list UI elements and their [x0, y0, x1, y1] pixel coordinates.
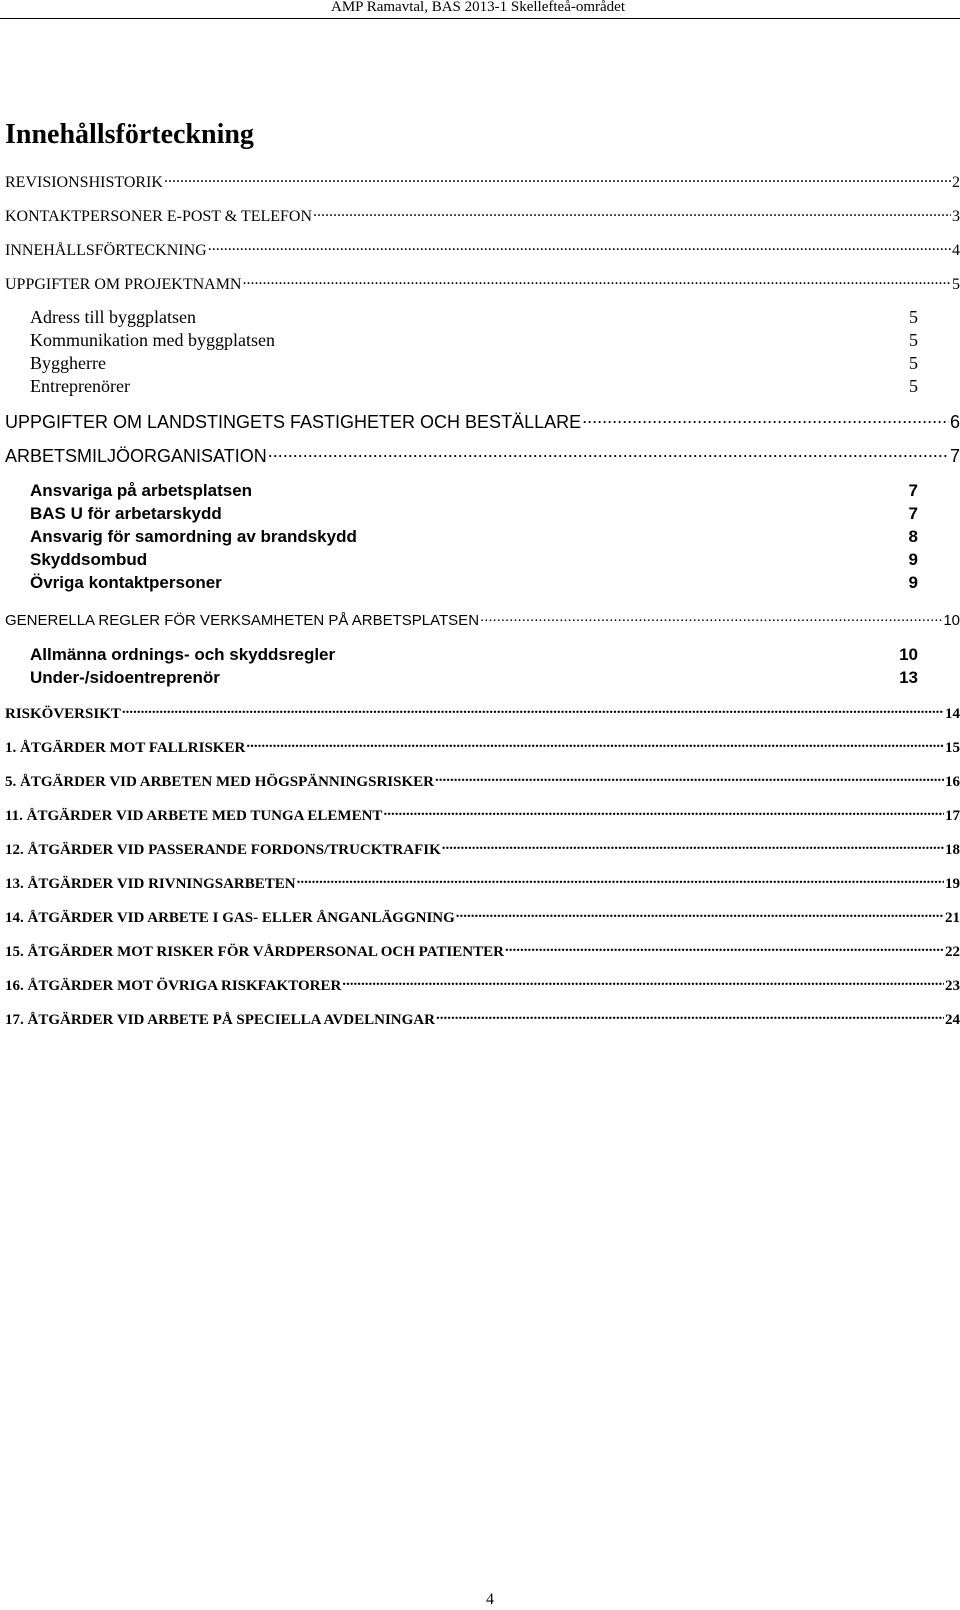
toc-entry-page: 13	[899, 668, 918, 687]
toc-leader	[122, 703, 944, 718]
toc-entry-landstingets-fastigheter[interactable]	[5, 410, 960, 433]
toc-leader	[442, 839, 944, 854]
toc-entry-label: Kommunikation med byggplatsen	[30, 330, 275, 350]
toc-entry-page: 10	[943, 612, 960, 629]
toc-entry-label: 12. ÅTGÄRDER VID PASSERANDE FORDONS/TRUCKTRAFIK	[5, 842, 441, 858]
toc-entry-label: ARBETSMILJÖORGANISATION	[5, 446, 267, 466]
toc-entry-page: 15	[945, 740, 960, 756]
toc-entry-arbetsmiljoorganisation[interactable]	[5, 444, 960, 467]
toc-entry-page: 22	[945, 944, 960, 960]
toc-entry-vardpersonal[interactable]	[5, 941, 960, 961]
toc-subentry-adress[interactable]	[30, 307, 918, 328]
toc-entry-page: 18	[945, 842, 960, 858]
toc-entry-page: 16	[945, 774, 960, 790]
toc-entry-label: Entreprenörer	[30, 376, 130, 396]
toc-subentry-ansvariga[interactable]	[30, 481, 918, 501]
toc-leader	[383, 805, 944, 820]
page-header: AMP Ramavtal, BAS 2013-1 Skellefteå-området	[331, 0, 625, 15]
toc-entry-label: UPPGIFTER OM PROJEKTNAMN	[5, 276, 242, 293]
toc-leader	[582, 410, 949, 428]
toc-leader	[164, 171, 951, 187]
toc-entry-label: 16. ÅTGÄRDER MOT ÖVRIGA RISKFAKTORER	[5, 978, 342, 994]
toc-entry-page: 17	[945, 808, 960, 824]
toc-entry-label: 13. ÅTGÄRDER VID RIVNINGSARBETEN	[5, 876, 296, 892]
toc-entry-ovriga-riskfaktorer[interactable]	[5, 975, 960, 995]
toc-leader	[242, 273, 951, 289]
toc-entry-label: 5. ÅTGÄRDER VID ARBETEN MED HÖGSPÄNNINGSRISKER	[5, 774, 434, 790]
toc-leader	[313, 205, 951, 221]
toc-entry-page: 9	[908, 573, 918, 592]
toc-entry-label: KONTAKTPERSONER E-POST & TELEFON	[5, 208, 313, 225]
toc-entry-label: 11. ÅTGÄRDER VID ARBETE MED TUNGA ELEMENT	[5, 808, 383, 824]
toc-entry-hogspanningsrisker[interactable]	[5, 771, 960, 791]
toc-leader	[435, 771, 944, 786]
toc-subentry-byggherre[interactable]	[30, 353, 918, 374]
toc-leader	[208, 239, 951, 255]
toc-entry-label: UPPGIFTER OM LANDSTINGETS FASTIGHETER OCH BESTÄLLARE	[5, 412, 582, 432]
toc-leader	[297, 873, 944, 888]
toc-entry-generella-regler[interactable]	[5, 610, 960, 629]
toc-entry-page: 4	[952, 242, 960, 259]
toc-subentry-brandskydd[interactable]	[30, 527, 918, 547]
toc-entry-label: BAS U för arbetarskydd	[30, 504, 222, 523]
toc-entry-page: 7	[949, 446, 960, 466]
toc-entry-label: GENERELLA REGLER FÖR VERKSAMHETEN PÅ ARBETSPLATSEN	[5, 612, 480, 629]
toc-leader	[505, 941, 944, 956]
toc-entry-label: Allmänna ordnings- och skyddsregler	[30, 645, 336, 664]
toc-entry-trucktrafik[interactable]	[5, 839, 960, 859]
toc-entry-ganganlaggning[interactable]	[5, 907, 960, 927]
toc-subentry-entreprenorer[interactable]	[30, 376, 918, 397]
toc-entry-revisionshistorik[interactable]	[5, 171, 960, 192]
toc-leader	[246, 737, 944, 752]
toc-entry-fallrisker[interactable]	[5, 737, 960, 757]
toc-entry-page: 5	[909, 353, 918, 373]
page-number: 4	[486, 1591, 494, 1608]
toc-entry-page: 21	[945, 910, 960, 926]
toc-subentry-skyddsombud[interactable]	[30, 550, 918, 570]
toc-entry-page: 7	[908, 481, 918, 500]
toc-entry-label: Ansvariga på arbetsplatsen	[30, 481, 253, 500]
document-title: Innehållsförteckning	[5, 119, 254, 150]
toc-leader	[456, 907, 944, 922]
toc-entry-page: 6	[949, 412, 960, 432]
toc-entry-page: 5	[909, 330, 918, 350]
toc-entry-speciella-avdelningar[interactable]	[5, 1009, 960, 1029]
toc-subentry-ovriga-kontaktpersoner[interactable]	[30, 573, 918, 593]
toc-entry-page: 14	[945, 706, 960, 722]
header-divider	[0, 18, 960, 19]
toc-entry-page: 8	[908, 527, 918, 546]
toc-entry-kontaktpersoner[interactable]	[5, 205, 960, 226]
toc-leader	[480, 610, 942, 625]
toc-entry-page: 5	[909, 376, 918, 396]
toc-entry-uppgifter-om-projektnamn[interactable]	[5, 273, 960, 294]
toc-subentry-under-sidoentreprenor[interactable]	[30, 668, 918, 688]
toc-entry-label: 15. ÅTGÄRDER MOT RISKER FÖR VÅRDPERSONAL OCH PATIENTER	[5, 944, 504, 960]
toc-entry-label: Adress till byggplatsen	[30, 307, 196, 327]
toc-entry-label: INNEHÅLLSFÖRTECKNING	[5, 242, 207, 259]
toc-entry-label: 1. ÅTGÄRDER MOT FALLRISKER	[5, 740, 246, 756]
toc-entry-label: Ansvarig för samordning av brandskydd	[30, 527, 357, 546]
toc-subentry-allmanna-regler[interactable]	[30, 645, 918, 665]
toc-entry-tunga-element[interactable]	[5, 805, 960, 825]
toc-entry-page: 9	[908, 550, 918, 569]
toc-entry-label: Skyddsombud	[30, 550, 148, 569]
toc-entry-page: 23	[945, 978, 960, 994]
toc-entry-rivningsarbeten[interactable]	[5, 873, 960, 893]
toc-entry-page: 24	[945, 1012, 960, 1028]
toc-entry-page: 10	[899, 645, 918, 664]
toc-entry-label: Under-/sidoentreprenör	[30, 668, 220, 687]
toc-entry-label: RISKÖVERSIKT	[5, 706, 121, 722]
toc-entry-page: 3	[952, 208, 960, 225]
toc-leader	[268, 444, 949, 462]
toc-subentry-kommunikation[interactable]	[30, 330, 918, 351]
toc-leader	[342, 975, 944, 990]
toc-leader	[436, 1009, 944, 1024]
toc-entry-page: 2	[952, 174, 960, 191]
toc-entry-label: 17. ÅTGÄRDER VID ARBETE PÅ SPECIELLA AVDELNINGAR	[5, 1012, 435, 1028]
toc-entry-label: Byggherre	[30, 353, 106, 373]
toc-entry-page: 5	[952, 276, 960, 293]
toc-subentry-bas-u[interactable]	[30, 504, 918, 524]
toc-entry-label: REVISIONSHISTORIK	[5, 174, 163, 191]
toc-entry-page: 7	[908, 504, 918, 523]
toc-entry-label: Övriga kontaktpersoner	[30, 573, 222, 592]
toc-entry-page: 5	[909, 307, 918, 327]
toc-entry-label: 14. ÅTGÄRDER VID ARBETE I GAS- ELLER ÅNGANLÄGGNING	[5, 910, 455, 926]
toc-entry-innehallsforteckning[interactable]	[5, 239, 960, 260]
toc-entry-riskoversikt[interactable]	[5, 703, 960, 723]
toc-entry-page: 19	[945, 876, 960, 892]
